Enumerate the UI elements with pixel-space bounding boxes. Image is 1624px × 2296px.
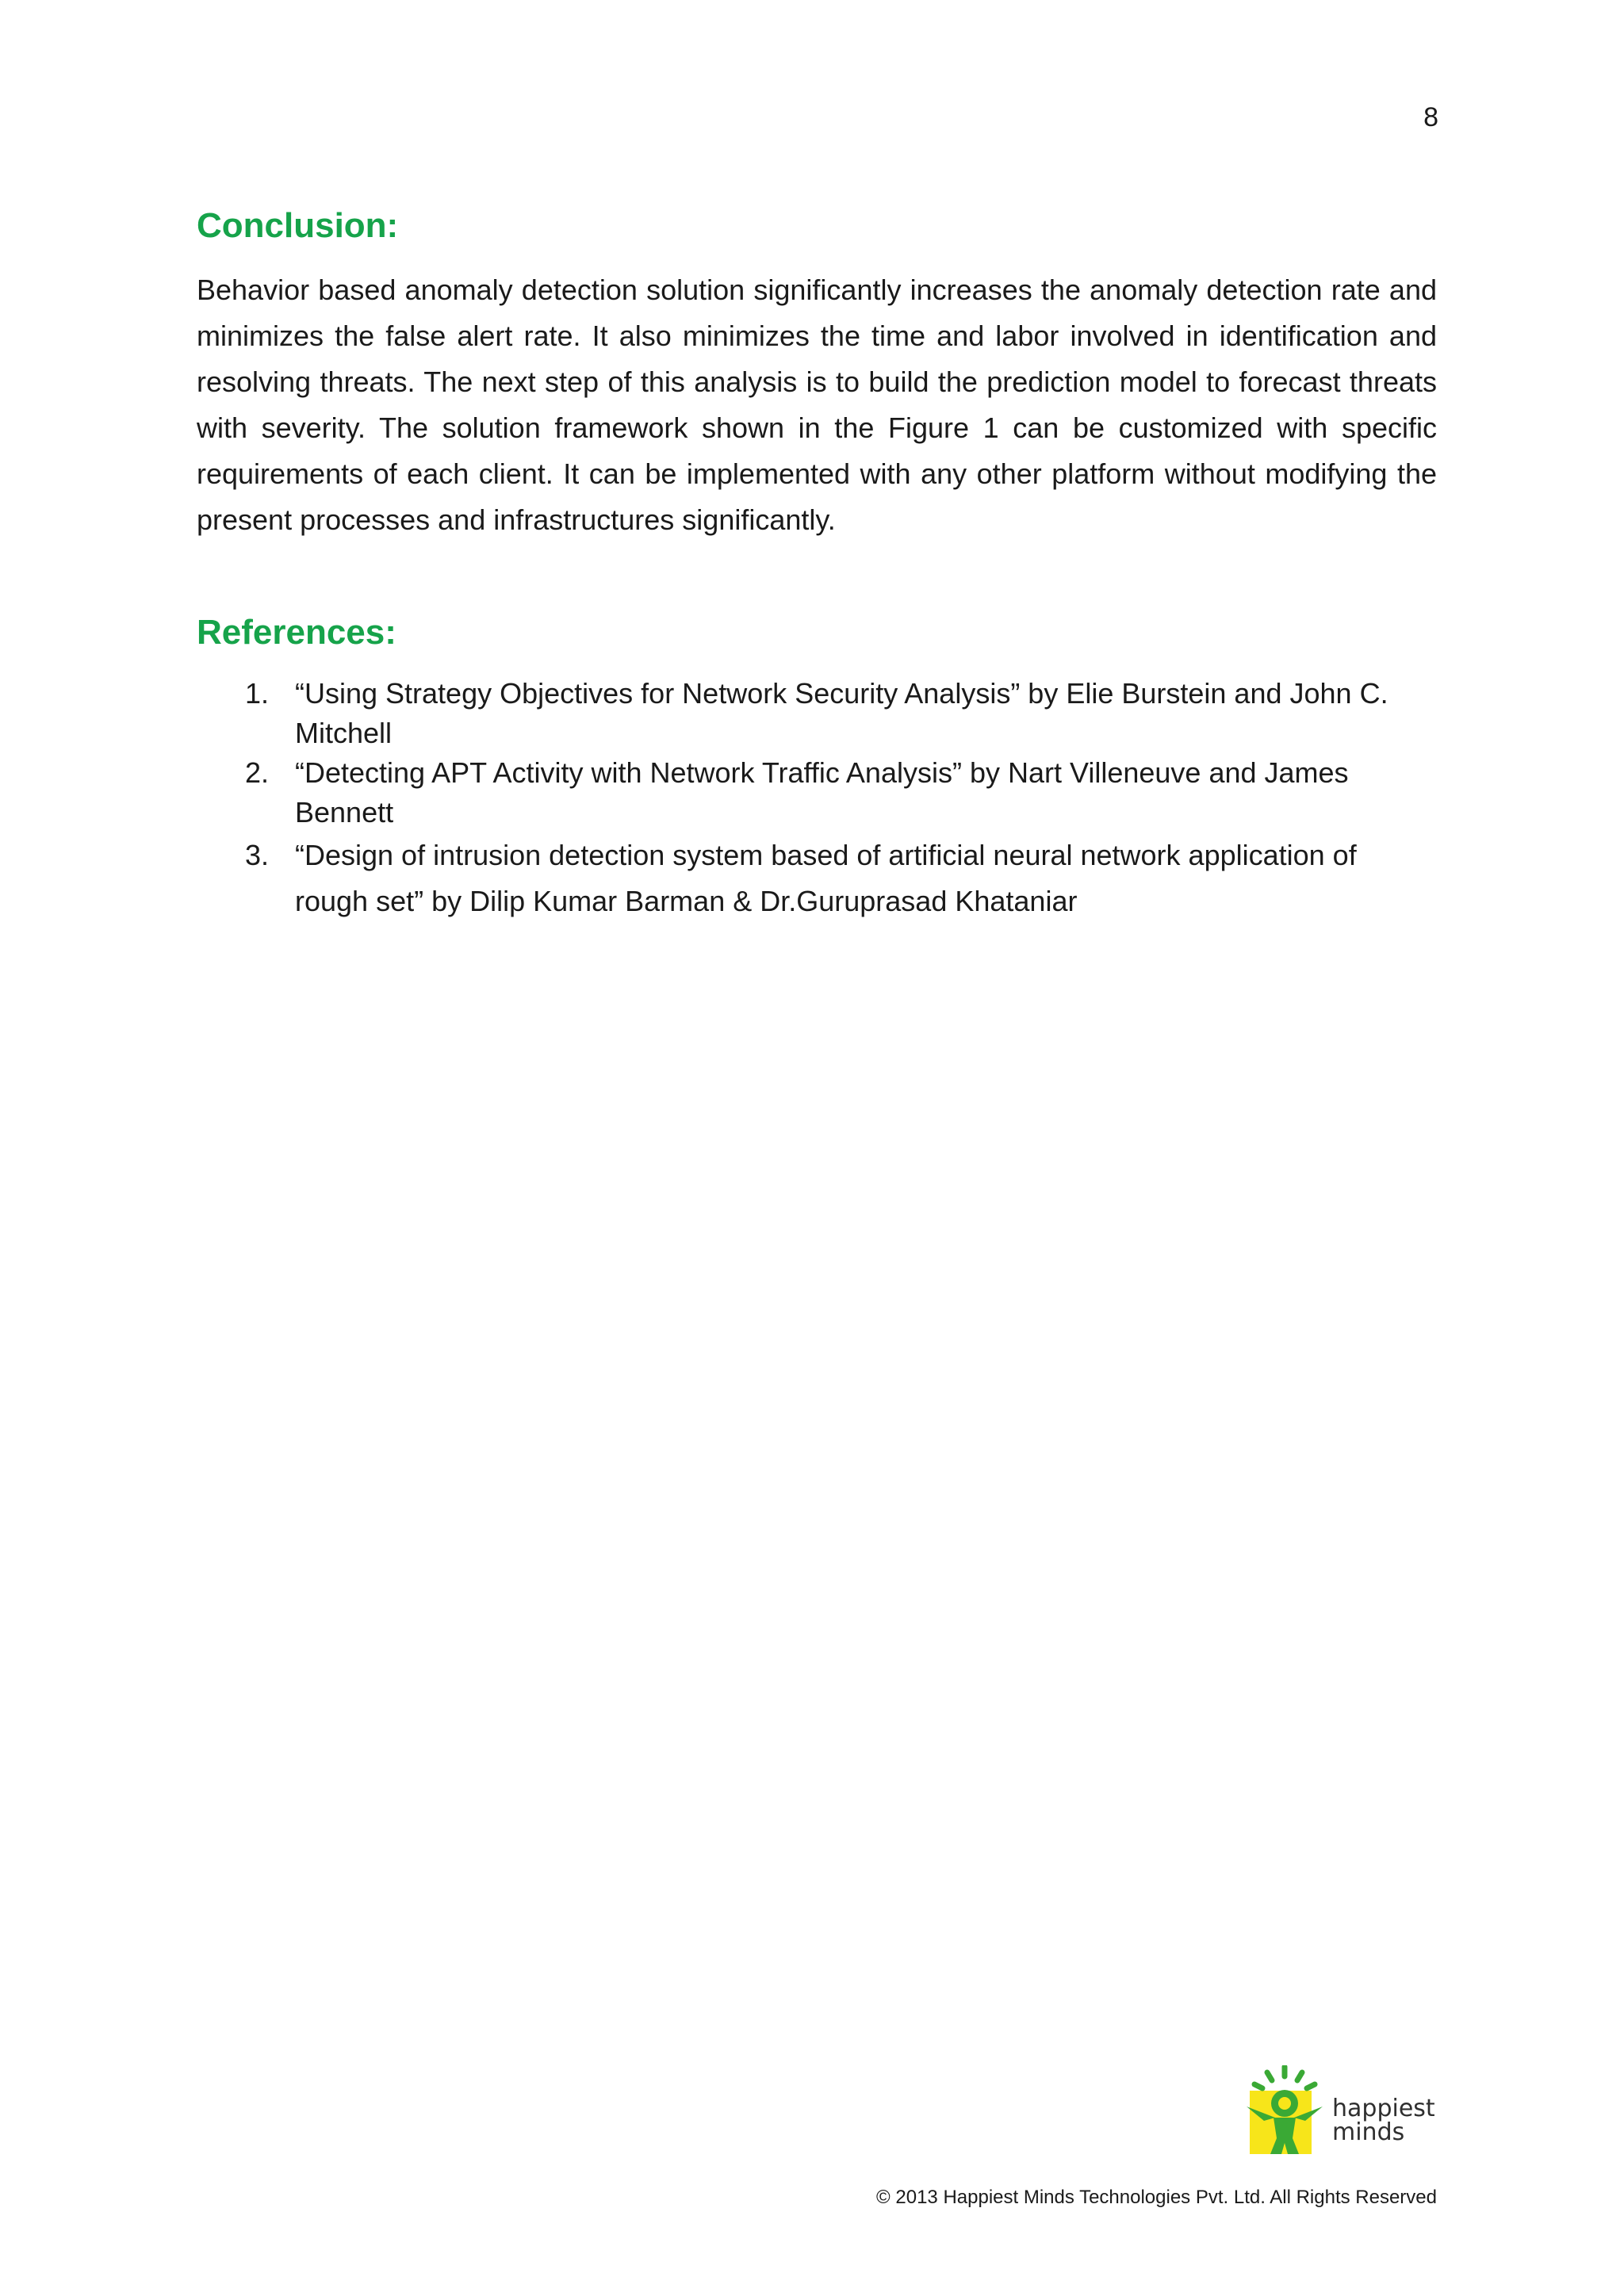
happiest-minds-logo <box>1243 2065 1442 2160</box>
conclusion-heading: Conclusion: <box>197 206 399 245</box>
reference-number: 2. <box>245 756 270 789</box>
reference-text: “Detecting APT Activity with Network Traffic Analysis” by Nart Villeneuve and James Bennett <box>295 756 1349 828</box>
reference-number: 3. <box>245 839 270 871</box>
footer-copyright: © 2013 Happiest Minds Technologies Pvt. Ltd. All Rights Reserved <box>876 2187 1437 2208</box>
logo-text-minds: minds <box>1332 2118 1405 2146</box>
references-heading: References: <box>197 613 396 652</box>
reference-text: “Design of intrusion detection system based of artificial neural network application of rough set” by Dilip Kumar Barman & Dr.Guruprasad Khataniar <box>295 839 1357 917</box>
logo-text-happiest: happiest <box>1332 2095 1435 2122</box>
reference-item-2 <box>197 753 1437 832</box>
reference-item-1 <box>197 674 1437 753</box>
conclusion-paragraph: Behavior based anomaly detection solution significantly increases the anomaly detection rate and minimizes the false alert rate. It also minimizes the time and labor involved in identification and resolving threats. The next step of this analysis is to build the prediction model to forecast threats with severity. The solution framework shown in the Figure 1 can be customized with specific requirements of each client. It can be implemented with any other platform without modifying the present processes and infrastructures significantly. <box>197 274 1437 536</box>
page-number: 8 <box>1423 102 1438 132</box>
happiest-minds-logo-icon <box>1243 2065 1331 2160</box>
reference-number: 1. <box>245 677 270 710</box>
logo-wordmark <box>1332 2097 1435 2145</box>
logo-rays <box>1254 2067 1315 2088</box>
reference-text: “Using Strategy Objectives for Network Security Analysis” by Elie Burstein and John C. Mitchell <box>295 677 1388 749</box>
references-list <box>197 674 1437 924</box>
reference-item-3 <box>197 832 1437 924</box>
